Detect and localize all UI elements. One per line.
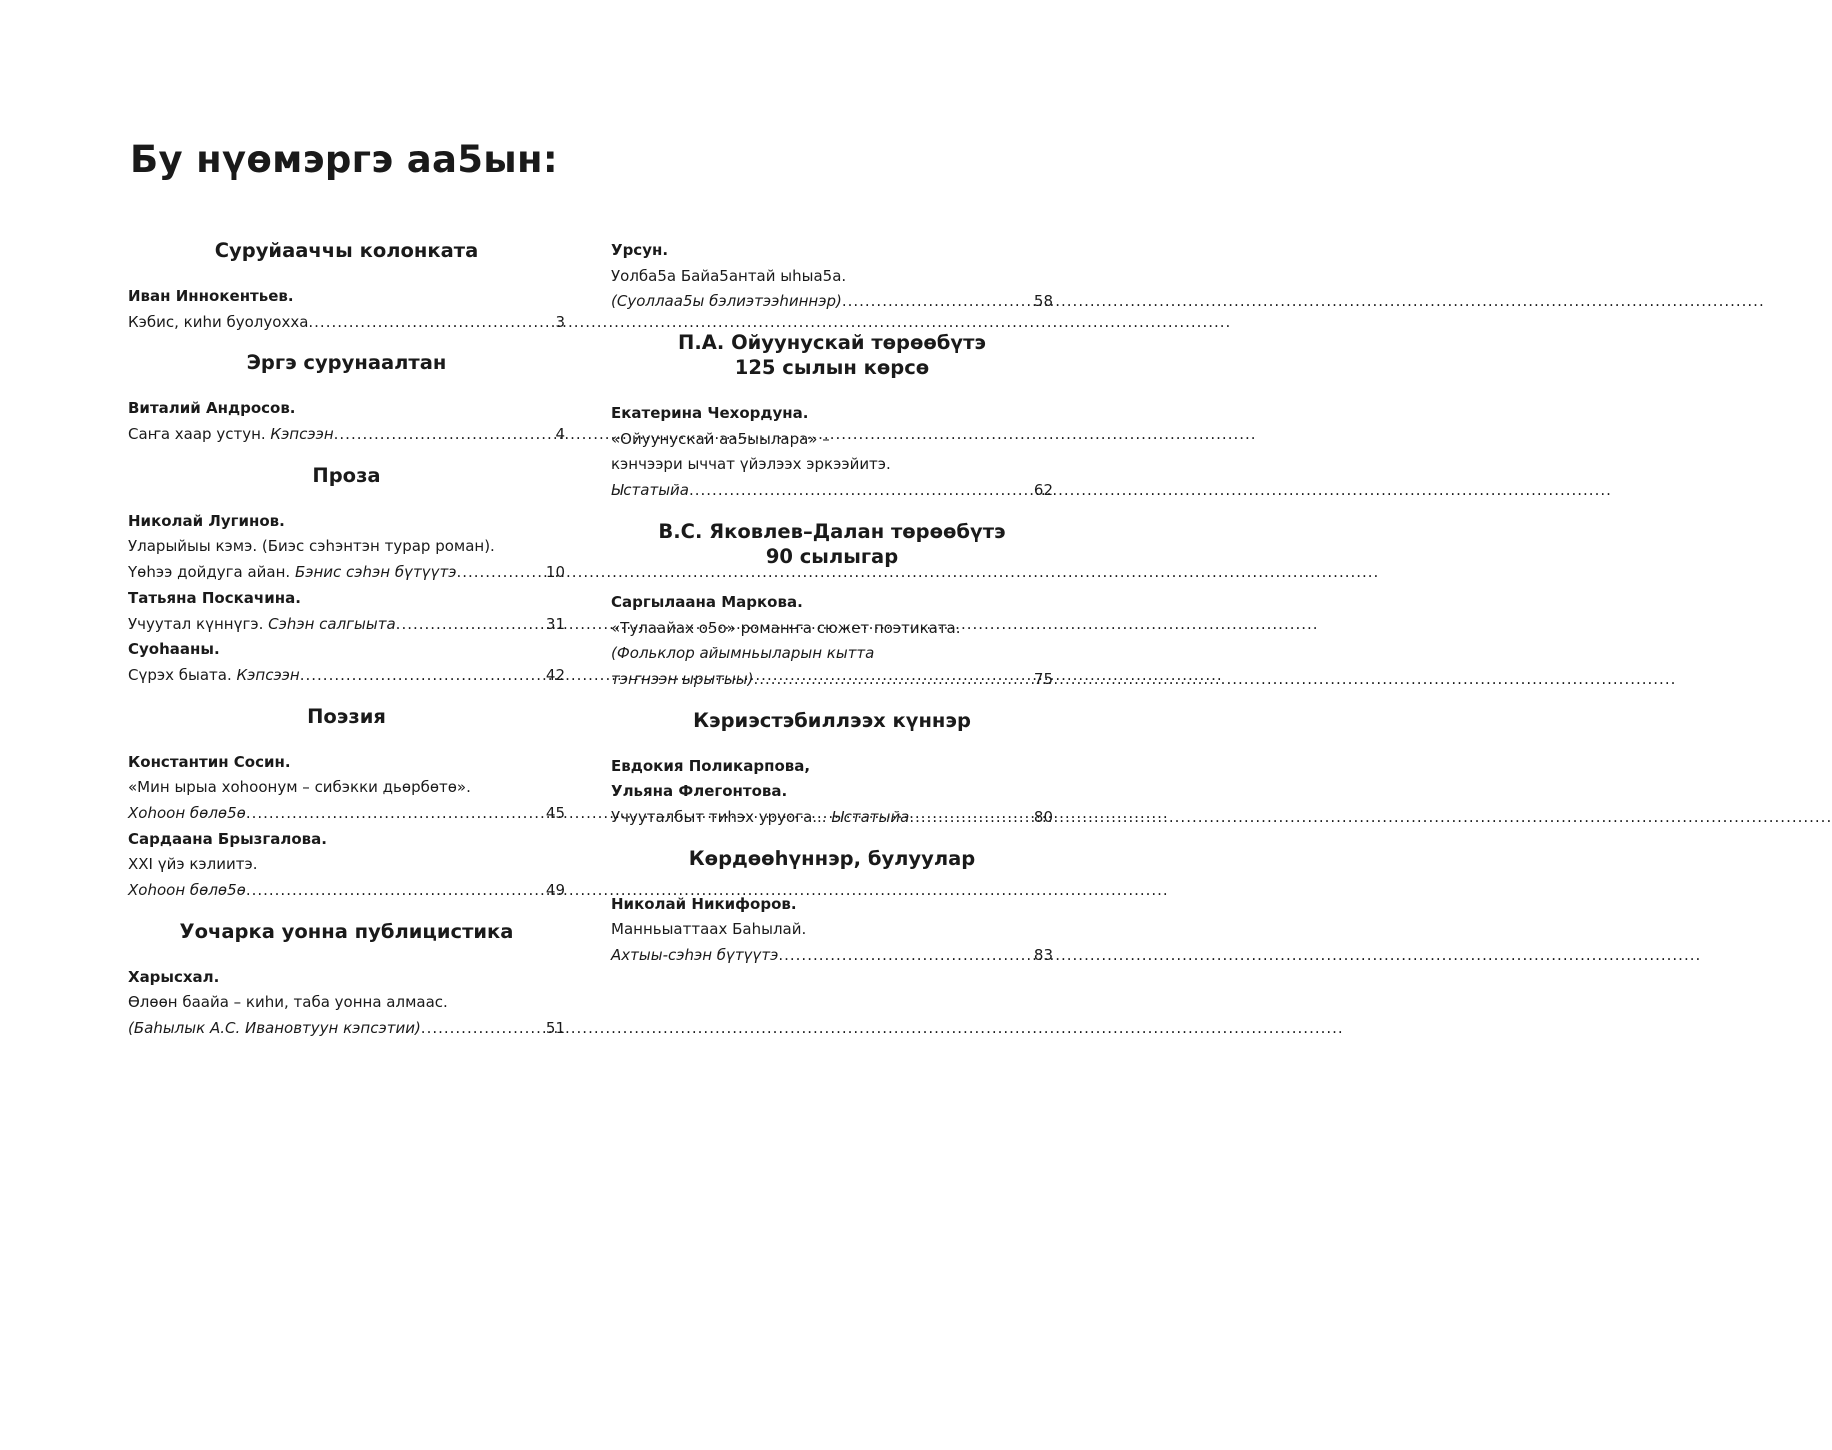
- dot-leader: [334, 422, 556, 448]
- entry-genre: Сэһэн салгыыта: [268, 614, 396, 633]
- toc-section: [611, 708, 1053, 846]
- page-number: 80: [1033, 807, 1053, 826]
- page-number: 75: [1033, 669, 1053, 688]
- entry-title: «Тулаайах о5о» романҥа сюжет поэтиката.: [611, 618, 961, 637]
- entry-title-line: [611, 667, 1053, 693]
- entry-title: Уолба5а Байа5антай ыһыа5а.: [611, 266, 847, 285]
- section-title: Кэриэстэбиллээх күннэр: [693, 708, 971, 732]
- section-title: Суруйааччы колонката: [214, 239, 479, 262]
- entry-genre: Кэпсээн: [270, 425, 334, 444]
- section-title: 90 сылыгар: [765, 544, 899, 568]
- section-title: П.А. Ойуунускай төрөөбүтэ: [678, 331, 986, 355]
- entry-title: Кэбис, киһи буолуохха: [128, 312, 309, 331]
- entry-title-line: [611, 289, 1053, 315]
- entry-title-line: [611, 478, 1053, 504]
- entry-title: «Ойуунускай аа5ыылара» –: [611, 429, 830, 448]
- entry-author: Виталий Андросов.: [128, 399, 296, 418]
- entry-title-line: [128, 663, 565, 689]
- dot-leader: [689, 478, 1034, 504]
- toc-entry: [611, 401, 1053, 504]
- dot-leader: [778, 943, 1034, 969]
- dot-leader: [842, 289, 1034, 315]
- entry-author: Екатерина Чехордуна.: [611, 404, 809, 423]
- toc-entry: [128, 827, 565, 904]
- entry-title-line: [128, 1016, 565, 1042]
- entry-author: Сардаана Брызгалова.: [128, 829, 327, 848]
- entry-genre: Ыстатыйа: [611, 481, 689, 500]
- entry-title: XXI үйэ кэлиитэ.: [128, 855, 258, 874]
- page-number: 83: [1033, 946, 1053, 964]
- entry-title-line: [611, 943, 1053, 969]
- entry-title-line: [611, 805, 1053, 831]
- toc-section: [128, 238, 565, 350]
- toc-entry: [611, 754, 1053, 831]
- entry-genre: тэҥнээн ырытыы): [611, 669, 754, 688]
- page-number: 49: [545, 881, 565, 899]
- entry-genre: Бэнис сэһэн бүтүүтэ: [294, 563, 457, 582]
- toc-entry: [611, 590, 1053, 693]
- toc-right-column: [611, 238, 1053, 969]
- page-number: 62: [1033, 481, 1053, 500]
- entry-title: Манньыаттаах Баһылай.: [611, 920, 807, 939]
- toc-entry: [128, 284, 565, 335]
- section-title: Поэзия: [307, 704, 386, 728]
- dot-leader: [246, 801, 546, 827]
- entry-genre: (Фольклор айымньыларын кытта: [611, 644, 875, 663]
- toc-entry: [128, 396, 565, 447]
- entry-genre: Кэпсээн: [236, 665, 300, 684]
- toc-entry: [128, 637, 565, 688]
- section-title: Эргэ сурунаалтан: [246, 351, 447, 375]
- entry-title: Өлөөн баайа – киһи, таба уонна алмаас.: [128, 993, 448, 1012]
- entry-genre: Ыстатыйа: [831, 807, 910, 826]
- dot-leader: [421, 1016, 546, 1042]
- toc-entry: [128, 750, 565, 827]
- entry-author: Иван Иннокентьев.: [128, 287, 294, 305]
- toc-entry: [128, 509, 565, 586]
- entry-author: Харысхал.: [128, 967, 220, 986]
- dot-leader: [308, 310, 555, 336]
- entry-title-line: [128, 801, 565, 827]
- entry-title-line: [128, 560, 565, 586]
- page-title: Бу нүөмэргэ аа5ын:: [130, 138, 559, 181]
- entry-title: «Мин ырыа хоһоонум – сибэкки дьөрбөтө».: [128, 778, 471, 797]
- dot-leader: [246, 878, 546, 904]
- entry-title: кэнчээри ыччат үйэлээх эркээйитэ.: [611, 455, 891, 474]
- entry-author: Саргылаана Маркова.: [611, 592, 803, 611]
- page-number: 42: [545, 665, 565, 684]
- entry-genre: Хоһоон бөлө5ө: [128, 881, 246, 899]
- entry-author: Суоһааны.: [128, 640, 220, 659]
- page-number: 45: [545, 803, 565, 822]
- toc-section: [128, 463, 565, 704]
- toc-entry: [128, 965, 565, 1042]
- section-title: Проза: [312, 463, 381, 487]
- entry-author: Константин Сосин.: [128, 752, 291, 771]
- toc-left-column: [128, 238, 565, 1042]
- toc-section: [128, 350, 565, 462]
- page-number: 58: [1033, 292, 1053, 311]
- entry-genre: Ахтыы-сэһэн бүтүүтэ: [611, 946, 779, 964]
- toc-section: [611, 519, 1053, 708]
- page-number: 10: [545, 563, 565, 582]
- toc-section: [128, 704, 565, 919]
- entry-genre: (Суоллаа5ы бэлиэтээһиннэр): [611, 292, 842, 311]
- page-number: 51: [545, 1019, 565, 1038]
- entry-title: Учууталбыт тиһэх уруога...: [611, 807, 832, 826]
- toc-entry: [611, 238, 1053, 315]
- toc-entry: [611, 892, 1053, 969]
- entry-title-line: [128, 422, 565, 448]
- entry-title-line: [128, 878, 565, 904]
- dot-leader: [456, 560, 545, 586]
- page-number: 3: [555, 312, 565, 331]
- entry-genre: Хоһоон бөлө5ө: [128, 803, 246, 822]
- entry-title: Үөһээ дойдуга айан.: [128, 563, 295, 582]
- page-number: 4: [555, 425, 565, 444]
- entry-title: Учуутал күннүгэ.: [128, 614, 269, 633]
- entry-title-line: [128, 310, 565, 336]
- section-title: В.С. Яковлев–Далан төрөөбүтэ: [658, 519, 1006, 543]
- toc-section: [611, 846, 1053, 969]
- entry-author: Николай Никифоров.: [611, 894, 797, 913]
- section-title: Көрдөөһүннэр, булуулар: [688, 846, 976, 870]
- toc-section: [611, 330, 1053, 519]
- toc-entry: [128, 586, 565, 637]
- section-title: 125 сылын көрсө: [734, 356, 930, 380]
- page-number: 31: [545, 614, 565, 633]
- entry-author: Евдокия Поликарпова,: [611, 756, 811, 775]
- entry-author: Татьяна Поскачина.: [128, 588, 301, 607]
- entry-genre: (Баһылык А.С. Ивановтуун кэпсэтии): [128, 1019, 421, 1038]
- dot-leader: [753, 667, 1033, 693]
- entry-title: Саҥа хаар устун.: [128, 425, 271, 444]
- entry-title: Сүрэх быата.: [128, 665, 237, 684]
- entry-author: Николай Лугинов.: [128, 511, 285, 530]
- entry-author: Ульяна Флегонтова.: [611, 782, 788, 801]
- dot-leader: [909, 805, 1034, 831]
- entry-title-line: [128, 612, 565, 638]
- entry-title: Уларыйыы кэмэ. (Биэс сэһэнтэн турар роман).: [128, 537, 495, 556]
- dot-leader: [396, 612, 546, 638]
- section-title: Уочарка уонна публицистика: [179, 919, 514, 943]
- toc-section: [128, 919, 565, 1042]
- entry-author: Урсун.: [611, 241, 669, 259]
- dot-leader: [300, 663, 546, 689]
